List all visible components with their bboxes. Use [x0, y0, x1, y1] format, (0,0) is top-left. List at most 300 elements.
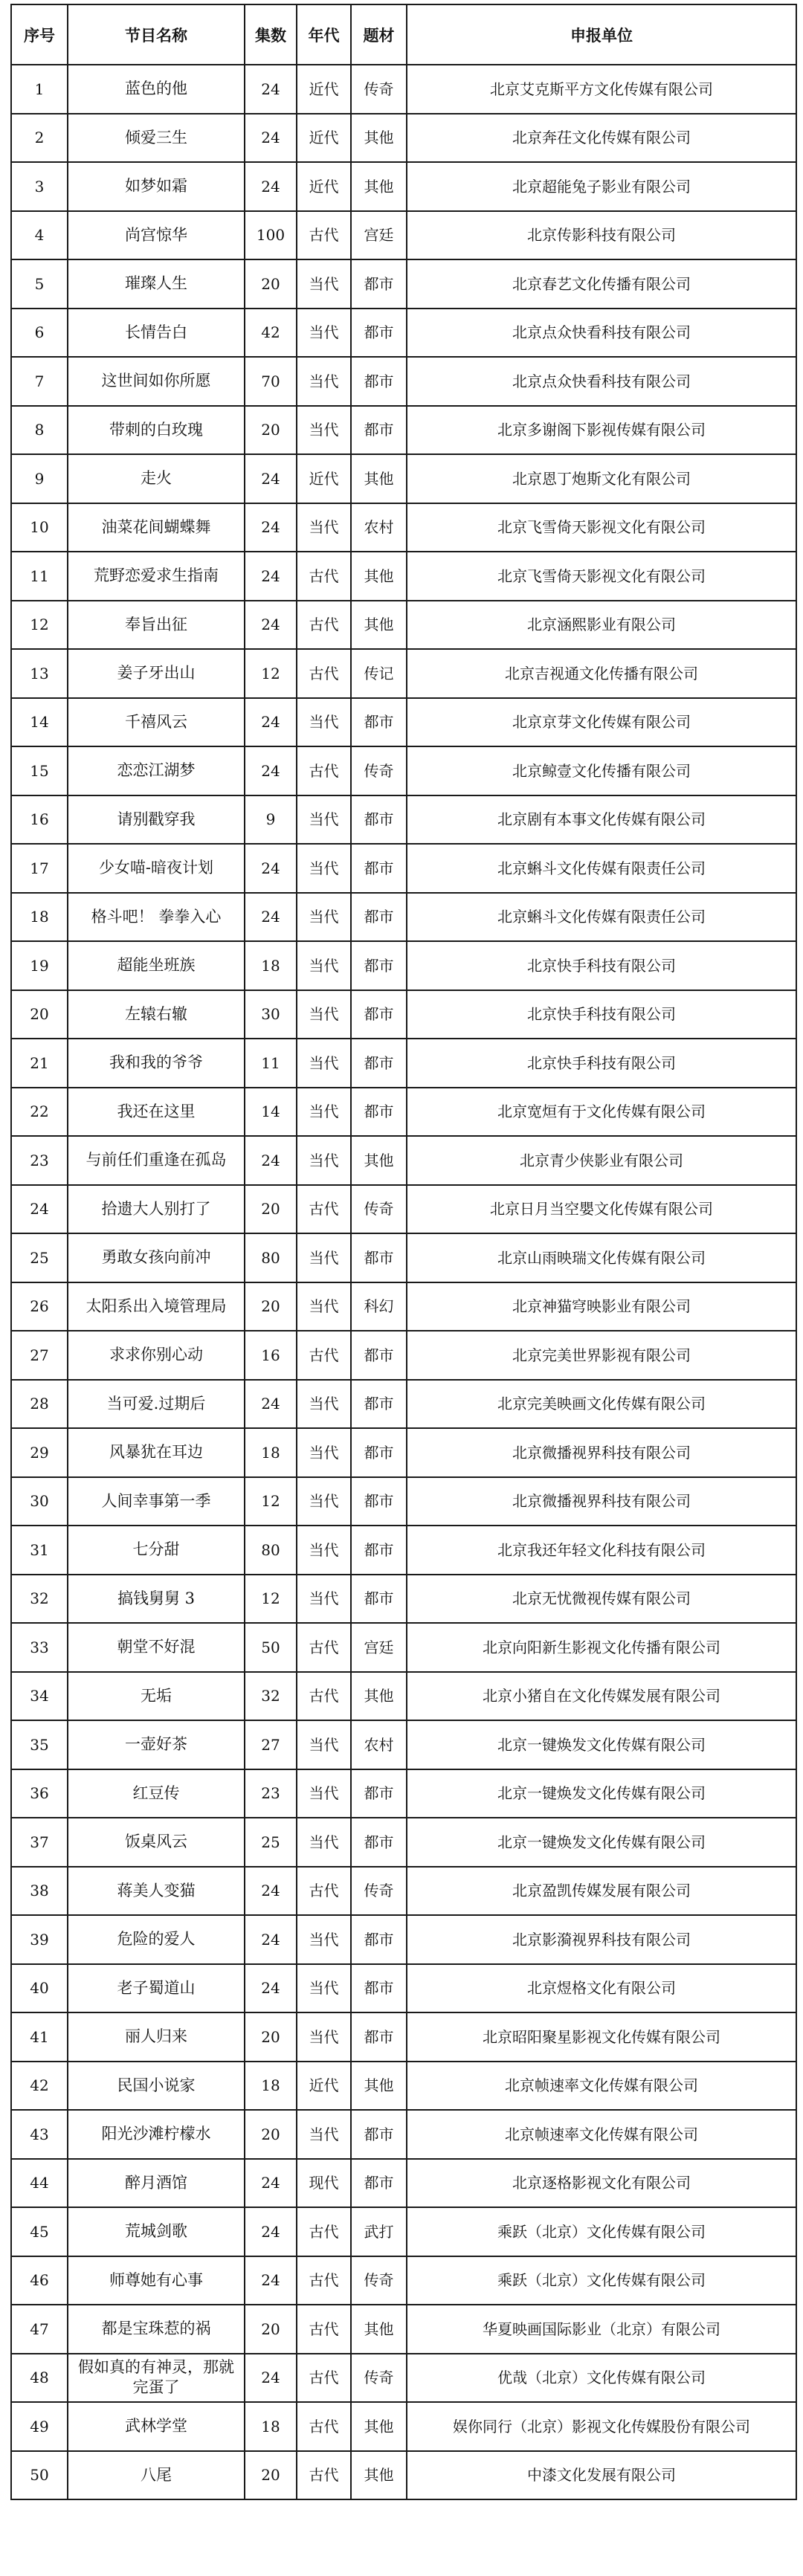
genre-cell: 都市	[351, 309, 407, 358]
genre-cell: 都市	[351, 1039, 407, 1088]
applicant-unit-cell: 北京点众快看科技有限公司	[407, 309, 796, 358]
program-name-cell: 红豆传	[68, 1769, 245, 1818]
program-name-cell: 太阳系出入境管理局	[68, 1282, 245, 1331]
serial-number-cell: 17	[11, 844, 68, 893]
era-cell: 当代	[297, 503, 351, 552]
program-name-cell: 丽人归来	[68, 2012, 245, 2062]
era-cell: 当代	[297, 893, 351, 942]
table-row	[11, 406, 796, 455]
episodes-cell: 18	[245, 2402, 297, 2451]
era-cell: 古代	[297, 1331, 351, 1380]
episodes-cell: 24	[245, 114, 297, 163]
era-cell: 当代	[297, 357, 351, 406]
episodes-cell: 24	[245, 2256, 297, 2305]
era-cell: 古代	[297, 2402, 351, 2451]
episodes-cell: 12	[245, 649, 297, 698]
table-row	[11, 2256, 796, 2305]
episodes-cell: 24	[245, 1380, 297, 1429]
program-name-cell: 带刺的白玫瑰	[68, 406, 245, 455]
episodes-cell: 70	[245, 357, 297, 406]
episodes-cell: 23	[245, 1769, 297, 1818]
genre-cell: 都市	[351, 1088, 407, 1137]
era-cell: 当代	[297, 1575, 351, 1624]
era-cell: 当代	[297, 698, 351, 747]
program-name-cell: 当可爱.过期后	[68, 1380, 245, 1429]
table-row	[11, 1964, 796, 2013]
applicant-unit-cell: 北京吉视通文化传播有限公司	[407, 649, 796, 698]
serial-number-cell: 36	[11, 1769, 68, 1818]
serial-number-cell: 13	[11, 649, 68, 698]
episodes-cell: 24	[245, 2207, 297, 2256]
table-row	[11, 1185, 796, 1234]
serial-number-cell: 44	[11, 2159, 68, 2208]
program-name-cell: 饭桌风云	[68, 1818, 245, 1867]
episodes-cell: 24	[245, 1915, 297, 1964]
program-name-cell: 风暴犹在耳边	[68, 1428, 245, 1477]
header-episodes: 集数	[245, 4, 297, 65]
header-genre: 题材	[351, 4, 407, 65]
table-row	[11, 2110, 796, 2159]
applicant-unit-cell: 北京完美映画文化传媒有限公司	[407, 1380, 796, 1429]
era-cell: 当代	[297, 406, 351, 455]
program-name-cell: 我和我的爷爷	[68, 1039, 245, 1088]
era-cell: 近代	[297, 162, 351, 211]
program-list-table	[10, 4, 797, 2500]
serial-number-cell: 12	[11, 601, 68, 650]
applicant-unit-cell: 北京逐格影视文化有限公司	[407, 2159, 796, 2208]
applicant-unit-cell: 优哉（北京）文化传媒有限公司	[407, 2354, 796, 2403]
genre-cell: 宫廷	[351, 1623, 407, 1672]
applicant-unit-cell: 北京涵熙影业有限公司	[407, 601, 796, 650]
serial-number-cell: 4	[11, 211, 68, 260]
episodes-cell: 50	[245, 1623, 297, 1672]
program-name-cell: 这世间如你所愿	[68, 357, 245, 406]
program-name-cell: 拾遗大人别打了	[68, 1185, 245, 1234]
applicant-unit-cell: 北京恩丁炮斯文化有限公司	[407, 454, 796, 503]
era-cell: 当代	[297, 1428, 351, 1477]
table-row	[11, 1575, 796, 1624]
table-row	[11, 601, 796, 650]
serial-number-cell: 6	[11, 309, 68, 358]
serial-number-cell: 3	[11, 162, 68, 211]
serial-number-cell: 28	[11, 1380, 68, 1429]
genre-cell: 都市	[351, 2159, 407, 2208]
era-cell: 古代	[297, 601, 351, 650]
program-name-cell: 都是宝珠惹的祸	[68, 2305, 245, 2354]
applicant-unit-cell: 北京飞雪倚天影视文化有限公司	[407, 552, 796, 601]
table-row	[11, 1477, 796, 1526]
applicant-unit-cell: 北京飞雪倚天影视文化有限公司	[407, 503, 796, 552]
genre-cell: 都市	[351, 2110, 407, 2159]
genre-cell: 都市	[351, 357, 407, 406]
table-row	[11, 1136, 796, 1185]
genre-cell: 都市	[351, 1331, 407, 1380]
table-row	[11, 2354, 796, 2403]
table-row	[11, 1428, 796, 1477]
applicant-unit-cell: 娱你同行（北京）影视文化传媒股份有限公司	[407, 2402, 796, 2451]
era-cell: 古代	[297, 1623, 351, 1672]
era-cell: 当代	[297, 1526, 351, 1575]
era-cell: 古代	[297, 1185, 351, 1234]
program-name-cell: 蓝色的他	[68, 65, 245, 114]
table-row	[11, 1915, 796, 1964]
table-row	[11, 259, 796, 309]
era-cell: 当代	[297, 1282, 351, 1331]
table-row	[11, 1672, 796, 1721]
program-name-cell: 走火	[68, 454, 245, 503]
era-cell: 近代	[297, 65, 351, 114]
table-row	[11, 357, 796, 406]
table-row	[11, 552, 796, 601]
era-cell: 当代	[297, 1039, 351, 1088]
episodes-cell: 24	[245, 893, 297, 942]
table-row	[11, 2012, 796, 2062]
episodes-cell: 24	[245, 454, 297, 503]
applicant-unit-cell: 北京一键焕发文化传媒有限公司	[407, 1769, 796, 1818]
program-name-cell: 荒野恋爱求生指南	[68, 552, 245, 601]
program-name-cell: 姜子牙出山	[68, 649, 245, 698]
episodes-cell: 18	[245, 2062, 297, 2111]
episodes-cell: 24	[245, 2159, 297, 2208]
genre-cell: 其他	[351, 1672, 407, 1721]
era-cell: 当代	[297, 1964, 351, 2013]
serial-number-cell: 5	[11, 259, 68, 309]
era-cell: 当代	[297, 1720, 351, 1769]
applicant-unit-cell: 中漆文化发展有限公司	[407, 2451, 796, 2500]
serial-number-cell: 19	[11, 941, 68, 990]
table-row	[11, 162, 796, 211]
era-cell: 当代	[297, 2012, 351, 2062]
episodes-cell: 20	[245, 259, 297, 309]
genre-cell: 传记	[351, 649, 407, 698]
applicant-unit-cell: 乘跃（北京）文化传媒有限公司	[407, 2207, 796, 2256]
era-cell: 古代	[297, 1867, 351, 1916]
serial-number-cell: 50	[11, 2451, 68, 2500]
serial-number-cell: 1	[11, 65, 68, 114]
serial-number-cell: 35	[11, 1720, 68, 1769]
program-name-cell: 格斗吧！ 拳拳入心	[68, 893, 245, 942]
episodes-cell: 80	[245, 1233, 297, 1282]
program-name-cell: 老子蜀道山	[68, 1964, 245, 2013]
program-name-cell: 长情告白	[68, 309, 245, 358]
genre-cell: 农村	[351, 1720, 407, 1769]
genre-cell: 都市	[351, 990, 407, 1039]
serial-number-cell: 26	[11, 1282, 68, 1331]
era-cell: 当代	[297, 2110, 351, 2159]
genre-cell: 都市	[351, 406, 407, 455]
genre-cell: 传奇	[351, 2354, 407, 2403]
serial-number-cell: 37	[11, 1818, 68, 1867]
applicant-unit-cell: 北京艾克斯平方文化传媒有限公司	[407, 65, 796, 114]
program-name-cell: 倾爱三生	[68, 114, 245, 163]
serial-number-cell: 29	[11, 1428, 68, 1477]
episodes-cell: 12	[245, 1575, 297, 1624]
applicant-unit-cell: 北京快手科技有限公司	[407, 1039, 796, 1088]
era-cell: 当代	[297, 309, 351, 358]
episodes-cell: 14	[245, 1088, 297, 1137]
serial-number-cell: 15	[11, 746, 68, 795]
table-row	[11, 1088, 796, 1137]
era-cell: 古代	[297, 2451, 351, 2500]
era-cell: 当代	[297, 795, 351, 845]
table-row	[11, 1282, 796, 1331]
genre-cell: 传奇	[351, 1185, 407, 1234]
table-row	[11, 2207, 796, 2256]
program-name-cell: 民国小说家	[68, 2062, 245, 2111]
genre-cell: 都市	[351, 698, 407, 747]
applicant-unit-cell: 北京一键焕发文化传媒有限公司	[407, 1818, 796, 1867]
episodes-cell: 24	[245, 162, 297, 211]
serial-number-cell: 24	[11, 1185, 68, 1234]
era-cell: 当代	[297, 1769, 351, 1818]
episodes-cell: 80	[245, 1526, 297, 1575]
genre-cell: 其他	[351, 114, 407, 163]
genre-cell: 科幻	[351, 1282, 407, 1331]
serial-number-cell: 43	[11, 2110, 68, 2159]
episodes-cell: 20	[245, 1185, 297, 1234]
table-row	[11, 2159, 796, 2208]
era-cell: 现代	[297, 2159, 351, 2208]
table-row	[11, 2062, 796, 2111]
serial-number-cell: 40	[11, 1964, 68, 2013]
episodes-cell: 25	[245, 1818, 297, 1867]
program-name-cell: 如梦如霜	[68, 162, 245, 211]
table-row	[11, 990, 796, 1039]
table-row	[11, 893, 796, 942]
program-name-cell: 师尊她有心事	[68, 2256, 245, 2305]
genre-cell: 其他	[351, 2402, 407, 2451]
table-row	[11, 2305, 796, 2354]
era-cell: 古代	[297, 649, 351, 698]
table-row	[11, 65, 796, 114]
episodes-cell: 100	[245, 211, 297, 260]
serial-number-cell: 11	[11, 552, 68, 601]
era-cell: 当代	[297, 1088, 351, 1137]
table-row	[11, 309, 796, 358]
applicant-unit-cell: 乘跃（北京）文化传媒有限公司	[407, 2256, 796, 2305]
program-name-cell: 千禧风云	[68, 698, 245, 747]
episodes-cell: 30	[245, 990, 297, 1039]
program-name-cell: 一壶好茶	[68, 1720, 245, 1769]
serial-number-cell: 38	[11, 1867, 68, 1916]
serial-number-cell: 34	[11, 1672, 68, 1721]
applicant-unit-cell: 北京帧速率文化传媒有限公司	[407, 2110, 796, 2159]
table-row	[11, 2451, 796, 2500]
serial-number-cell: 21	[11, 1039, 68, 1088]
serial-number-cell: 46	[11, 2256, 68, 2305]
era-cell: 当代	[297, 1233, 351, 1282]
era-cell: 当代	[297, 941, 351, 990]
episodes-cell: 16	[245, 1331, 297, 1380]
table-row	[11, 698, 796, 747]
applicant-unit-cell: 北京向阳新生影视文化传播有限公司	[407, 1623, 796, 1672]
program-name-cell: 人间幸事第一季	[68, 1477, 245, 1526]
era-cell: 当代	[297, 844, 351, 893]
era-cell: 近代	[297, 454, 351, 503]
serial-number-cell: 20	[11, 990, 68, 1039]
genre-cell: 其他	[351, 2062, 407, 2111]
episodes-cell: 24	[245, 1136, 297, 1185]
table-row	[11, 454, 796, 503]
program-name-cell: 超能坐班族	[68, 941, 245, 990]
episodes-cell: 24	[245, 1867, 297, 1916]
applicant-unit-cell: 北京京芽文化传媒有限公司	[407, 698, 796, 747]
era-cell: 古代	[297, 2354, 351, 2403]
header-program-name: 节目名称	[68, 4, 245, 65]
genre-cell: 传奇	[351, 2256, 407, 2305]
episodes-cell: 24	[245, 65, 297, 114]
serial-number-cell: 8	[11, 406, 68, 455]
genre-cell: 其他	[351, 2305, 407, 2354]
episodes-cell: 20	[245, 2305, 297, 2354]
genre-cell: 都市	[351, 1233, 407, 1282]
program-name-cell: 荒城剑歌	[68, 2207, 245, 2256]
serial-number-cell: 31	[11, 1526, 68, 1575]
episodes-cell: 18	[245, 1428, 297, 1477]
genre-cell: 其他	[351, 1136, 407, 1185]
episodes-cell: 27	[245, 1720, 297, 1769]
applicant-unit-cell: 北京微播视界科技有限公司	[407, 1477, 796, 1526]
genre-cell: 农村	[351, 503, 407, 552]
table-row	[11, 1331, 796, 1380]
genre-cell: 宫廷	[351, 211, 407, 260]
applicant-unit-cell: 北京日月当空嬰文化传媒有限公司	[407, 1185, 796, 1234]
program-name-cell: 恋恋江湖梦	[68, 746, 245, 795]
era-cell: 古代	[297, 2256, 351, 2305]
era-cell: 古代	[297, 746, 351, 795]
episodes-cell: 20	[245, 2110, 297, 2159]
program-name-cell: 搞钱舅舅 3	[68, 1575, 245, 1624]
era-cell: 近代	[297, 2062, 351, 2111]
applicant-unit-cell: 北京奔茌文化传媒有限公司	[407, 114, 796, 163]
program-name-cell: 我还在这里	[68, 1088, 245, 1137]
serial-number-cell: 14	[11, 698, 68, 747]
table-row	[11, 1233, 796, 1282]
genre-cell: 都市	[351, 1964, 407, 2013]
serial-number-cell: 32	[11, 1575, 68, 1624]
program-name-cell: 油菜花间蝴蝶舞	[68, 503, 245, 552]
genre-cell: 都市	[351, 1380, 407, 1429]
genre-cell: 都市	[351, 259, 407, 309]
applicant-unit-cell: 北京盈凯传媒发展有限公司	[407, 1867, 796, 1916]
episodes-cell: 24	[245, 844, 297, 893]
program-name-cell: 阳光沙滩柠檬水	[68, 2110, 245, 2159]
genre-cell: 都市	[351, 1477, 407, 1526]
genre-cell: 都市	[351, 1526, 407, 1575]
program-name-cell: 少女喵-暗夜计划	[68, 844, 245, 893]
applicant-unit-cell: 北京鲸壹文化传播有限公司	[407, 746, 796, 795]
episodes-cell: 24	[245, 601, 297, 650]
header-applicant-unit: 申报单位	[407, 4, 796, 65]
table-row	[11, 1623, 796, 1672]
header-era: 年代	[297, 4, 351, 65]
serial-number-cell: 23	[11, 1136, 68, 1185]
table-row	[11, 1380, 796, 1429]
episodes-cell: 18	[245, 941, 297, 990]
table-row	[11, 1039, 796, 1088]
serial-number-cell: 30	[11, 1477, 68, 1526]
table-row	[11, 844, 796, 893]
program-name-cell: 请别戳穿我	[68, 795, 245, 845]
genre-cell: 其他	[351, 454, 407, 503]
applicant-unit-cell: 华夏映画国际影业（北京）有限公司	[407, 2305, 796, 2354]
applicant-unit-cell: 北京超能兔子影业有限公司	[407, 162, 796, 211]
applicant-unit-cell: 北京春艺文化传播有限公司	[407, 259, 796, 309]
genre-cell: 都市	[351, 2012, 407, 2062]
episodes-cell: 11	[245, 1039, 297, 1088]
table-row	[11, 211, 796, 260]
table-row	[11, 649, 796, 698]
serial-number-cell: 9	[11, 454, 68, 503]
serial-number-cell: 25	[11, 1233, 68, 1282]
serial-number-cell: 16	[11, 795, 68, 845]
episodes-cell: 9	[245, 795, 297, 845]
era-cell: 当代	[297, 1818, 351, 1867]
era-cell: 古代	[297, 211, 351, 260]
episodes-cell: 20	[245, 2451, 297, 2500]
serial-number-cell: 41	[11, 2012, 68, 2062]
episodes-cell: 20	[245, 1282, 297, 1331]
serial-number-cell: 18	[11, 893, 68, 942]
episodes-cell: 12	[245, 1477, 297, 1526]
table-row	[11, 1818, 796, 1867]
serial-number-cell: 48	[11, 2354, 68, 2403]
genre-cell: 都市	[351, 795, 407, 845]
applicant-unit-cell: 北京宽烜有于文化传媒有限公司	[407, 1088, 796, 1137]
program-name-cell: 蒋美人变猫	[68, 1867, 245, 1916]
era-cell: 当代	[297, 1380, 351, 1429]
genre-cell: 都市	[351, 1428, 407, 1477]
genre-cell: 其他	[351, 552, 407, 601]
genre-cell: 传奇	[351, 746, 407, 795]
serial-number-cell: 27	[11, 1331, 68, 1380]
applicant-unit-cell: 北京帧速率文化传媒有限公司	[407, 2062, 796, 2111]
era-cell: 当代	[297, 1477, 351, 1526]
applicant-unit-cell: 北京快手科技有限公司	[407, 990, 796, 1039]
genre-cell: 其他	[351, 162, 407, 211]
program-name-cell: 醉月酒馆	[68, 2159, 245, 2208]
applicant-unit-cell: 北京多谢阁下影视传媒有限公司	[407, 406, 796, 455]
program-name-cell: 朝堂不好混	[68, 1623, 245, 1672]
era-cell: 当代	[297, 990, 351, 1039]
genre-cell: 武打	[351, 2207, 407, 2256]
applicant-unit-cell: 北京昭阳聚星影视文化传媒有限公司	[407, 2012, 796, 2062]
era-cell: 古代	[297, 1672, 351, 1721]
episodes-cell: 24	[245, 552, 297, 601]
table-body	[11, 65, 796, 2499]
serial-number-cell: 45	[11, 2207, 68, 2256]
serial-number-cell: 42	[11, 2062, 68, 2111]
applicant-unit-cell: 北京一键焕发文化传媒有限公司	[407, 1720, 796, 1769]
episodes-cell: 32	[245, 1672, 297, 1721]
program-name-cell: 求求你别心动	[68, 1331, 245, 1380]
applicant-unit-cell: 北京影漪视界科技有限公司	[407, 1915, 796, 1964]
program-name-cell: 武林学堂	[68, 2402, 245, 2451]
genre-cell: 都市	[351, 1575, 407, 1624]
program-name-cell: 七分甜	[68, 1526, 245, 1575]
episodes-cell: 20	[245, 406, 297, 455]
table-row	[11, 1769, 796, 1818]
applicant-unit-cell: 北京山雨映瑞文化传媒有限公司	[407, 1233, 796, 1282]
serial-number-cell: 47	[11, 2305, 68, 2354]
genre-cell: 其他	[351, 2451, 407, 2500]
applicant-unit-cell: 北京快手科技有限公司	[407, 941, 796, 990]
applicant-unit-cell: 北京剧有本事文化传媒有限公司	[407, 795, 796, 845]
era-cell: 古代	[297, 2305, 351, 2354]
program-name-cell: 八尾	[68, 2451, 245, 2500]
serial-number-cell: 2	[11, 114, 68, 163]
era-cell: 古代	[297, 2207, 351, 2256]
